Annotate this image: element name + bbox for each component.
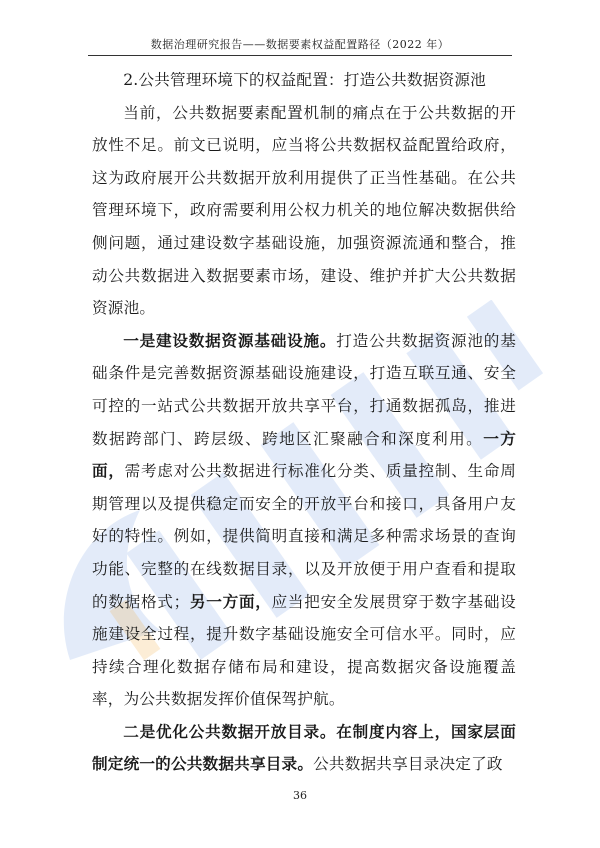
running-header: 数据治理研究报告——数据要素权益配置路径（2022 年） [150, 38, 450, 51]
body-text: 打造公共数据资源池的基础条件是完善数据资源基础设施建设，打造互联互通、安全可控的一站式公共数据开放共享平台，打通数据孤岛，推进数据跨部门、跨层级、跨地区汇聚融合和深度利用。 [92, 331, 516, 448]
page-body [92, 64, 516, 781]
header-rule [88, 55, 512, 56]
body-text: 应当把安全发展贯穿于数字基础设施建设全过程，提升数字基础设施安全可信水平。同时，应持续合理化数据存储布局和建设，提高数据灾备设施覆盖率，为公共数据发挥价值保驾护航。 [92, 592, 516, 709]
page-number: 36 [293, 789, 307, 802]
bold-lead-catalog: 二是优化公共数据开放目录。在制度内容上，国家层面制定统一的公共数据共享目录。 [92, 722, 516, 774]
bold-lead-infrastructure: 一是建设数据资源基础设施。 [123, 331, 337, 350]
body-text: 需考虑对公共数据进行标准化分类、质量控制、生命周期管理以及提供稳定而安全的开放平台和接口，具备用户友好的特性。例如，提供简明直接和满足多种需求场景的查询功能、完整的在线数据目录，以及开放便于用户查看和提取的数据格式； [92, 462, 516, 611]
bold-on-other-hand: 另一方面， [189, 592, 272, 611]
paragraph-catalog [92, 716, 516, 781]
section-heading: 2.公共管理环境下的权益配置：打造公共数据资源池 [123, 71, 486, 89]
paragraph-infrastructure [92, 325, 516, 716]
bold-on-one-hand: 一方面， [92, 429, 516, 481]
body-text: 公共数据共享目录决定了政 [313, 755, 503, 774]
paragraph-intro: 当前，公共数据要素配置机制的痛点在于公共数据的开放性不足。前文已说明，应当将公共数据权益配置给政府，这为政府展开公共数据开放利用提供了正当性基础。在公共管理环境下，政府需要利用公权力机关的地位解决数据供给侧问题，通过建设数字基础设施，加强资源流通和整合，推动公共数据进入数据要素市场，建设、维护并扩大公共数据资源池。 [92, 103, 516, 318]
